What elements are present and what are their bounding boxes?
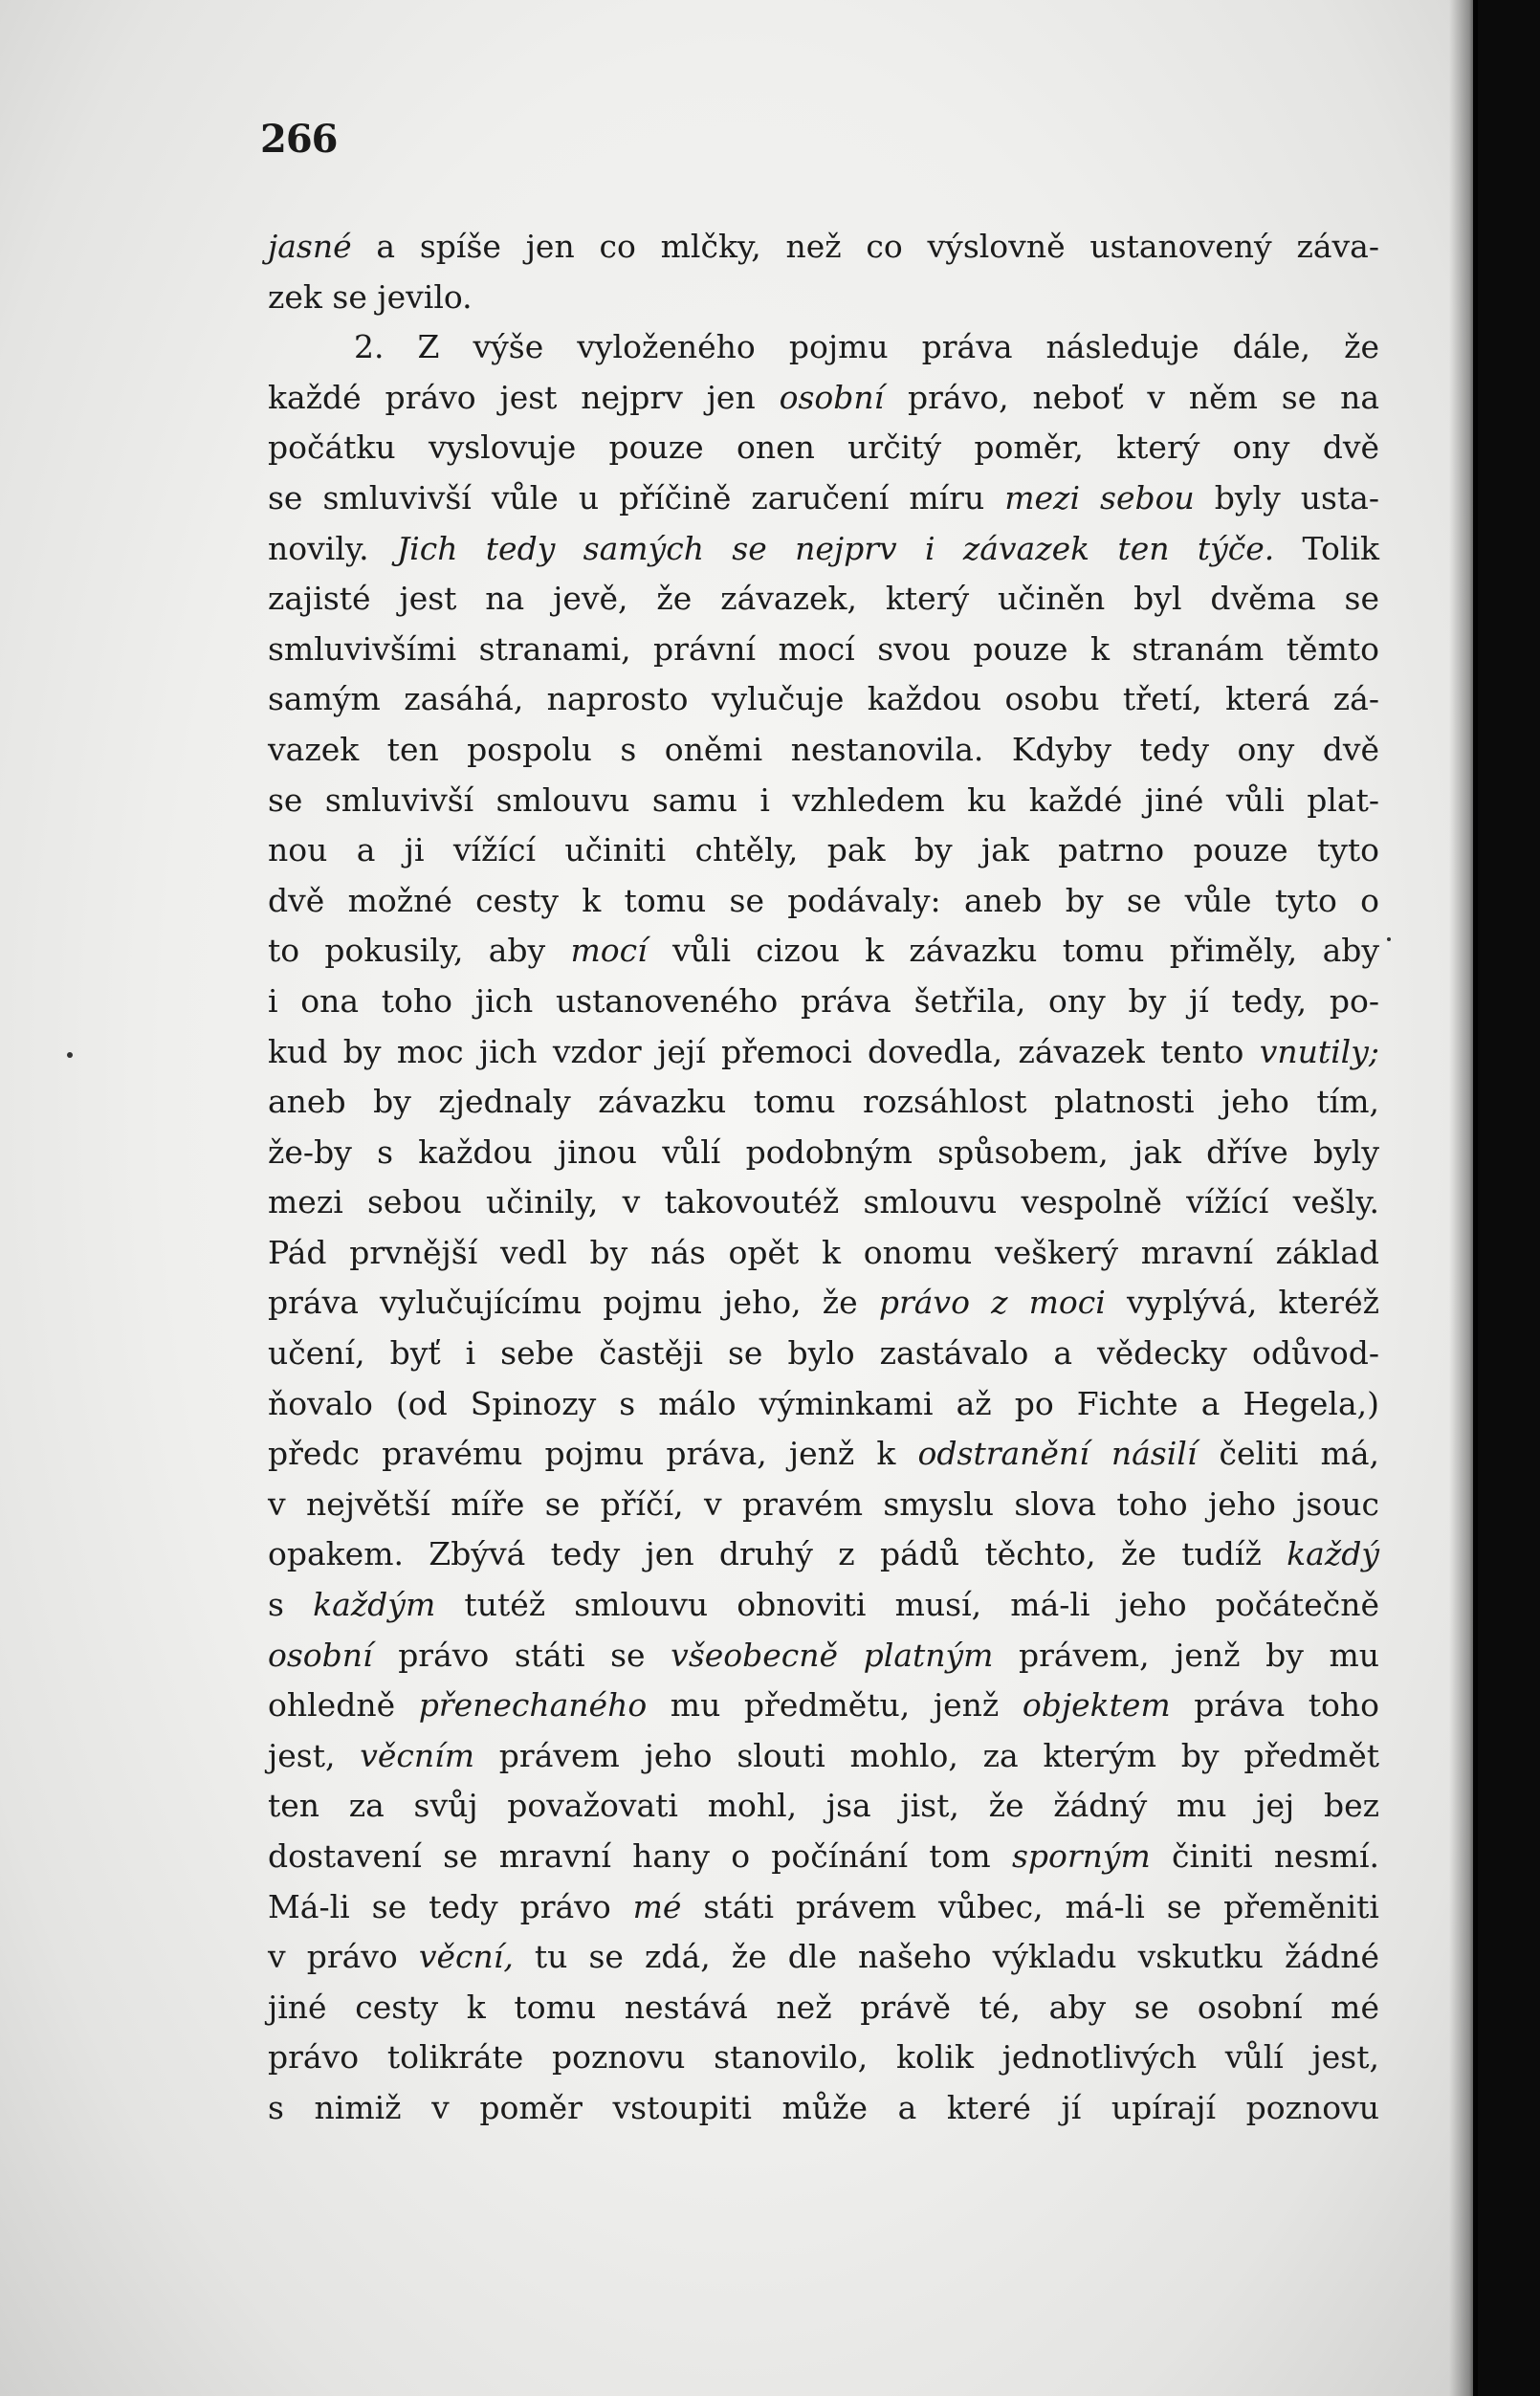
- text-run: 2. Z výše vyloženého pojmu práva následuje dále, že: [354, 328, 1379, 366]
- text-line: [268, 825, 1379, 876]
- emphasis-text: mocí: [570, 932, 648, 970]
- body-text: [268, 222, 1379, 2134]
- emphasis-text: přenechaného: [418, 1686, 648, 1725]
- text-run: jest,: [268, 1736, 361, 1774]
- text-run: státi právem vůbec, má-li se přeměniti: [681, 1887, 1379, 1925]
- text-run: ohledně: [268, 1686, 419, 1725]
- text-line: [268, 1278, 1379, 1329]
- binding-shadow: [1449, 0, 1478, 2396]
- text-line: [268, 222, 1379, 273]
- text-line: [268, 373, 1379, 424]
- emphasis-text: každý: [1287, 1535, 1379, 1573]
- emphasis-text: věcním: [360, 1736, 475, 1774]
- text-run: s: [268, 1586, 314, 1624]
- text-run: právo tolikráte poznovu stanovilo, kolik jednotlivých vůlí jest,: [268, 2038, 1379, 2077]
- text-run: se smluvivší smlouvu samu i vzhledem ku každé jiné vůli plat-: [268, 780, 1379, 819]
- text-line: [268, 1631, 1379, 1682]
- text-line: [268, 1731, 1379, 1782]
- text-run: Tolik: [1274, 529, 1379, 567]
- text-line: [268, 1580, 1379, 1631]
- text-run: to pokusily, aby: [268, 932, 571, 970]
- text-line: [268, 322, 1379, 373]
- emphasis-text: sporným: [1011, 1837, 1151, 1875]
- text-run: Má-li se tedy právo: [268, 1887, 633, 1925]
- text-run: činiti nesmí.: [1150, 1837, 1379, 1875]
- text-run: předc pravému pojmu práva, jenž k: [268, 1435, 918, 1473]
- text-run: tutéž smlouvu obnoviti musí, má-li jeho počátečně: [435, 1586, 1379, 1624]
- text-line: [268, 273, 1379, 323]
- emphasis-text: osobní: [779, 378, 885, 416]
- text-line: [268, 926, 1379, 977]
- text-run: byly usta-: [1194, 478, 1380, 517]
- text-run: tu se zdá, že dle našeho výkladu vskutku žádné: [513, 1938, 1379, 1976]
- text-run: mu předmětu, jenž: [647, 1686, 1023, 1725]
- emphasis-text: vnutily;: [1259, 1032, 1379, 1070]
- text-line: [268, 1329, 1379, 1379]
- emphasis-text: objektem: [1022, 1686, 1171, 1725]
- text-run: zek se jevilo.: [268, 277, 473, 316]
- text-line: [268, 2083, 1379, 2134]
- emphasis-text: mezi sebou: [1004, 478, 1195, 517]
- text-line: [268, 1882, 1379, 1933]
- text-line: [268, 1983, 1379, 2033]
- text-line: [268, 1177, 1379, 1228]
- text-run: právo státi se: [372, 1636, 671, 1674]
- emphasis-text: každým: [313, 1586, 436, 1624]
- text-line: [268, 1932, 1379, 1983]
- text-line: [268, 1379, 1379, 1430]
- text-line: [268, 2033, 1379, 2083]
- text-line: [268, 1228, 1379, 1279]
- ink-speck: [1387, 937, 1391, 941]
- text-line: [268, 1128, 1379, 1178]
- text-line: [268, 776, 1379, 826]
- text-line: [268, 574, 1379, 625]
- emphasis-text: všeobecně platným: [671, 1636, 994, 1674]
- text-run: v největší míře se příčí, v pravém smyslu slova toho jeho jsouc: [268, 1484, 1379, 1523]
- emphasis-text: Jich tedy samých se nejprv i závazek ten týče.: [396, 529, 1275, 567]
- text-run: ten za svůj považovati mohl, jsa jist, že žádný mu jej bez: [268, 1787, 1379, 1825]
- emphasis-text: jasné: [268, 228, 352, 265]
- text-line: [268, 876, 1379, 927]
- text-run: i ona toho jich ustanoveného práva šetřila, ony by jí tedy, po-: [268, 981, 1379, 1020]
- text-line: [268, 1077, 1379, 1128]
- text-run: novily.: [268, 529, 397, 567]
- text-run: dostavení se mravní hany o počínání tom: [268, 1837, 1012, 1875]
- text-line: [268, 423, 1379, 473]
- text-run: zajisté jest na jevě, že závazek, který učiněn byl dvěma se: [268, 580, 1379, 618]
- text-run: právo, neboť v něm se na: [884, 378, 1379, 416]
- emphasis-text: odstranění násilí: [917, 1435, 1198, 1473]
- page-number: 266: [260, 117, 338, 162]
- text-run: práva toho: [1170, 1686, 1379, 1725]
- text-run: učení, byť i sebe častěji se bylo zastávalo a vědecky odůvod-: [268, 1334, 1379, 1373]
- text-run: kud by moc jich vzdor její přemoci dovedla, závazek tento: [268, 1032, 1260, 1070]
- ink-speck: [67, 1052, 73, 1058]
- text-run: samým zasáhá, naprosto vylučuje každou osobu třetí, která zá-: [268, 680, 1379, 718]
- text-run: čeliti má,: [1197, 1435, 1379, 1473]
- text-line: [268, 725, 1379, 776]
- text-run: a spíše jen co mlčky, než co výslovně ustanovený záva-: [351, 228, 1379, 265]
- text-run: mezi sebou učinily, v takovoutéž smlouvu vespolně vížící vešly.: [268, 1183, 1379, 1221]
- emphasis-text: osobní: [268, 1636, 373, 1674]
- text-line: [268, 1529, 1379, 1580]
- text-run: vyplývá, kteréž: [1105, 1284, 1379, 1322]
- emphasis-text: mé: [632, 1887, 682, 1925]
- text-line: [268, 1480, 1379, 1530]
- text-line: [268, 625, 1379, 675]
- text-run: práva vylučujícímu pojmu jeho, že: [268, 1284, 879, 1322]
- text-run: jiné cesty k tomu nestává než právě té, aby se osobní mé: [268, 1988, 1379, 2026]
- emphasis-text: věcní,: [418, 1938, 514, 1976]
- text-run: právem jeho slouti mohlo, za kterým by předmět: [474, 1736, 1379, 1774]
- text-line: [268, 1429, 1379, 1480]
- text-line: [268, 1832, 1379, 1882]
- text-line: [268, 1681, 1379, 1731]
- text-line: [268, 977, 1379, 1027]
- text-run: nou a ji vížící učiniti chtěly, pak by jak patrno pouze tyto: [268, 831, 1379, 869]
- emphasis-text: právo z moci: [878, 1284, 1106, 1322]
- text-run: každé právo jest nejprv jen: [268, 378, 780, 416]
- text-run: aneb by zjednaly závazku tomu rozsáhlost platnosti jeho tím,: [268, 1083, 1379, 1121]
- text-line: [268, 524, 1379, 575]
- text-run: v právo: [268, 1938, 419, 1976]
- text-run: ňovalo (od Spinozy s málo výminkami až po Fichte a Hegela,): [268, 1384, 1379, 1422]
- text-run: vůli cizou k závazku tomu přiměly, aby: [647, 932, 1380, 970]
- text-line: [268, 1027, 1379, 1078]
- text-line: [268, 473, 1379, 524]
- text-run: právem, jenž by mu: [993, 1636, 1380, 1674]
- text-run: s nimiž v poměr vstoupiti může a které jí upírají poznovu: [268, 2088, 1379, 2126]
- text-run: počátku vyslovuje pouze onen určitý poměr, který ony dvě: [268, 429, 1379, 467]
- text-run: vazek ten pospolu s oněmi nestanovila. Kdyby tedy ony dvě: [268, 730, 1379, 768]
- text-line: [268, 674, 1379, 725]
- text-run: že-by s každou jinou vůlí podobným spůsobem, jak dříve byly: [268, 1132, 1379, 1171]
- text-run: smluvivšími stranami, právní mocí svou pouze k stranám těmto: [268, 629, 1379, 668]
- text-run: dvě možné cesty k tomu se podávaly: aneb by se vůle tyto o: [268, 881, 1379, 919]
- text-line: [268, 1781, 1379, 1832]
- text-run: Pád prvnější vedl by nás opět k onomu veškerý mravní základ: [268, 1233, 1379, 1271]
- text-run: opakem. Zbývá tedy jen druhý z pádů těchto, že tudíž: [268, 1535, 1287, 1573]
- text-run: se smluvivší vůle u příčině zaručení míru: [268, 478, 1005, 517]
